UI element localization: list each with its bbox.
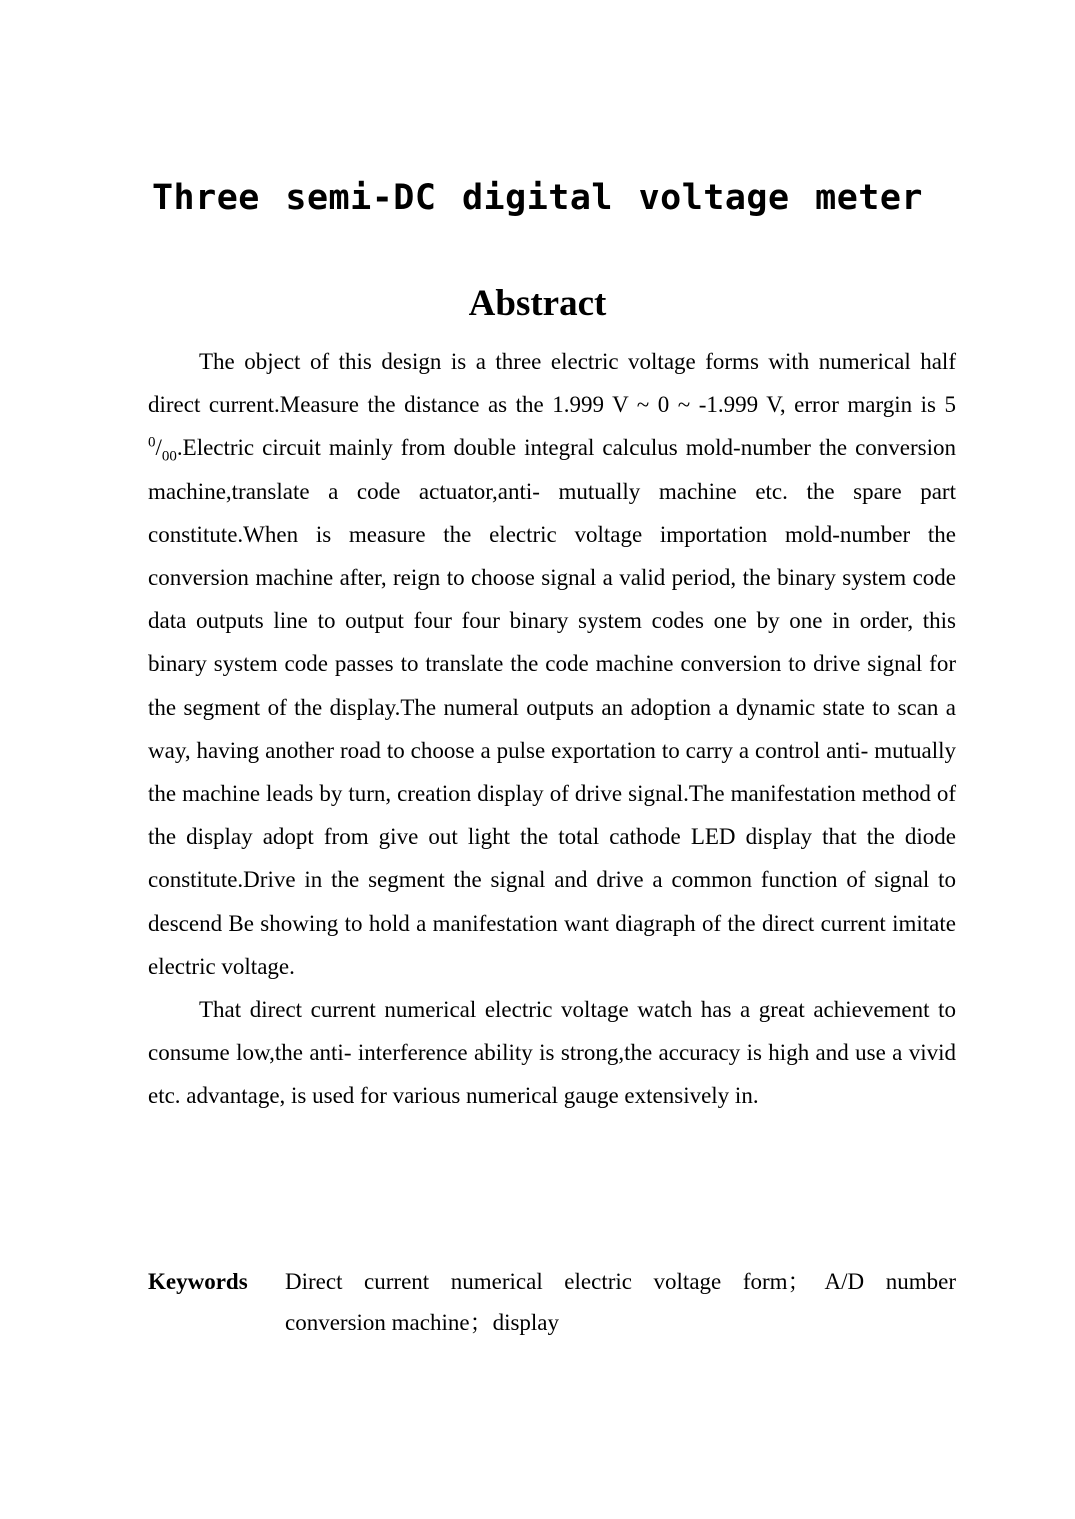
document-title: Three semi-DC digital voltage meter xyxy=(151,178,923,218)
abstract-paragraph-1 xyxy=(148,340,956,988)
keyword-item: display xyxy=(492,1310,560,1335)
keyword-item: Direct current numerical electric voltage form； xyxy=(285,1269,811,1294)
abstract-body xyxy=(148,340,956,1118)
abstract-heading: Abstract xyxy=(468,283,607,324)
per-mille-slash: / xyxy=(155,435,162,461)
keywords-list xyxy=(285,1261,956,1343)
keyword-item: A/D number conversion machine； xyxy=(285,1269,956,1335)
per-mille-numerator: 0 xyxy=(148,434,156,451)
keywords-section xyxy=(148,1261,956,1343)
per-mille-denominator: 00 xyxy=(161,449,177,465)
abstract-paragraph-2: That direct current numerical electric voltage watch has a great achievement to consume low,the anti- interference ability is strong,the accuracy is high and use a vivid etc. advantage, is used for various numerical gauge extensively in. xyxy=(148,997,956,1109)
paragraph-1-part-2: .Electric circuit mainly from double integral calculus mold-number the conversion machine,translate a code actuator,anti- mutually machine etc. the spare part constitute.When is measure the electric voltage importation mold-number the conversion machine after, reign to choose signal a valid period, the binary system code data outputs line to output four four binary system codes one by one in order, this binary system code passes to translate the code machine conversion to drive signal for the segment of the display.The numeral outputs an adoption a dynamic state to scan a way, having another road to choose a pulse exportation to carry a control anti- mutually the machine leads by turn, creation display of drive signal.The manifestation method of the display adopt from give out light the total cathode LED display that the diode constitute.Drive in the segment the signal and drive a common function of signal to descend Be showing to hold a manifestation want diagraph of the direct current imitate electric voltage. xyxy=(148,435,956,979)
keywords-label: Keywords xyxy=(148,1269,248,1294)
paragraph-1-part-1: The object of this design is a three electric voltage forms with numerical half direct current.Measure the distance as the 1.999 V ~ 0 ~ -1.999 V, error margin is 5 xyxy=(148,349,956,418)
